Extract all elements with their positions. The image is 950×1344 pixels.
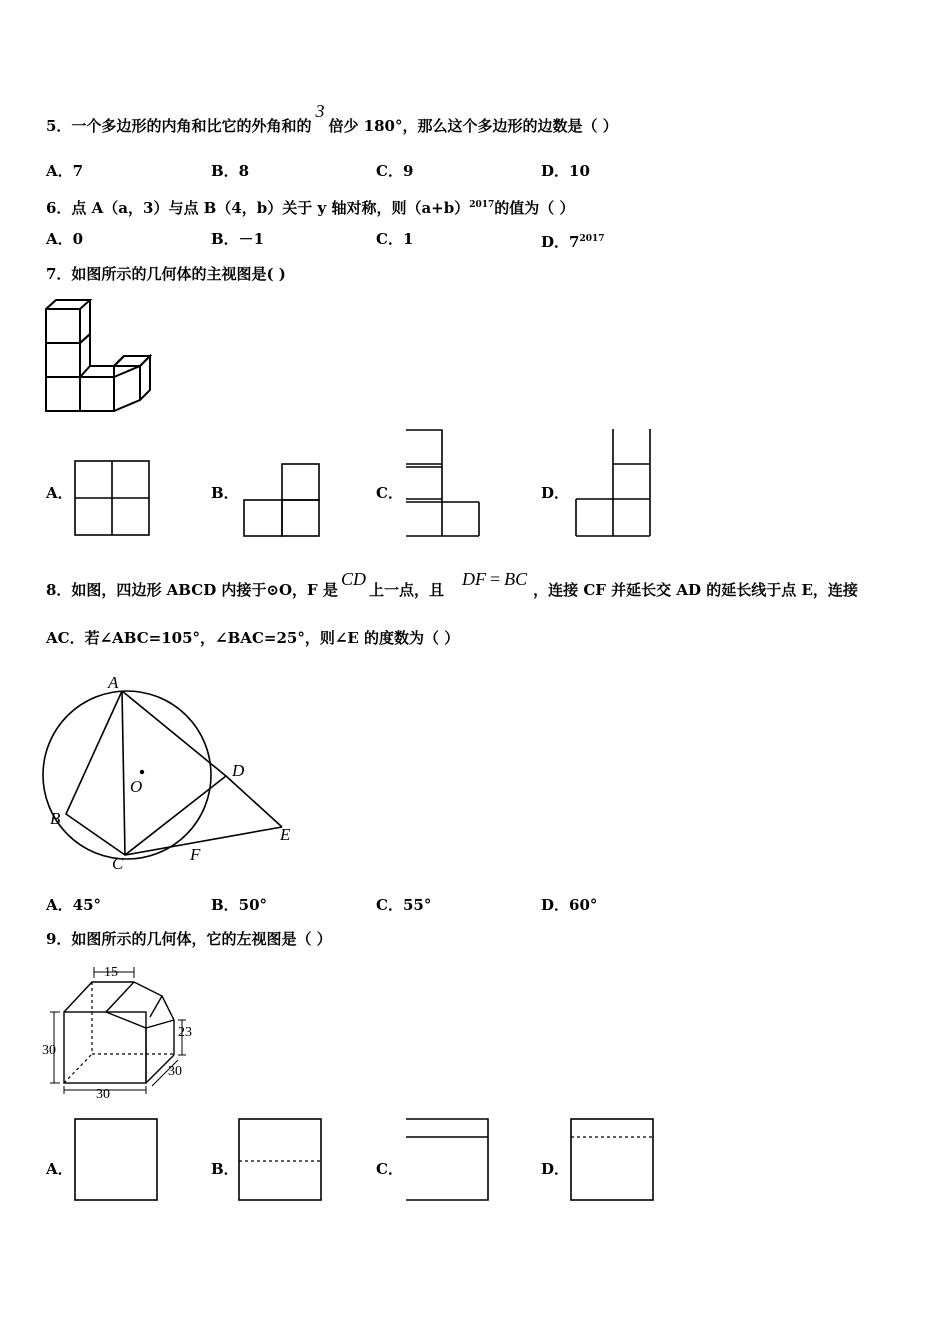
q6-option-d-base: D．7 <box>541 233 580 251</box>
q6-stem-part-b: 的值为（ ） <box>494 199 575 217</box>
q7-stem: 7．如图所示的几何体的主视图是( ) <box>46 265 286 283</box>
q9-option-d-label[interactable]: D． <box>541 1160 570 1178</box>
q6-stem-part-a: 6．点 A（a，3）与点 B（4，b）关于 y 轴对称，则（a+b） <box>46 199 470 217</box>
q8-stem-part-a: 8．如图，四边形 ABCD 内接于⊙O，F 是 <box>46 581 338 599</box>
q7-option-d-label[interactable]: D． <box>541 484 570 502</box>
q7-option-c-label[interactable]: C． <box>376 484 403 502</box>
q8-label-a: A <box>108 673 119 692</box>
q8-arc-df: DF <box>461 569 486 589</box>
q6-stem <box>46 196 575 217</box>
q8-option-b[interactable]: B．50° <box>211 896 268 914</box>
q5-stem-number: 3 <box>315 101 325 121</box>
q9-solid-figure <box>40 962 210 1102</box>
q7-option-b-label[interactable]: B． <box>211 484 239 502</box>
q9-dim-width: 30 <box>96 1087 110 1102</box>
q5-stem <box>46 101 618 135</box>
q5-option-c[interactable]: C．9 <box>376 162 414 180</box>
q9-dim-right-height: 23 <box>178 1025 192 1040</box>
q9-option-b-figure[interactable] <box>238 1118 324 1202</box>
q6-option-a[interactable]: A．0 <box>46 230 84 248</box>
q7-option-c-figure[interactable] <box>404 428 484 540</box>
q8-option-c[interactable]: C．55° <box>376 896 432 914</box>
q9-dim-left-height: 30 <box>42 1043 56 1058</box>
q9-dim-depth: 30 <box>168 1064 182 1079</box>
q8-arc-bc: BC <box>504 569 528 589</box>
q8-label-e: E <box>280 825 291 844</box>
q8-stem-part-b: 上一点，且 <box>368 581 444 599</box>
q7-option-a-label[interactable]: A． <box>46 484 73 502</box>
q8-circle-figure <box>44 672 304 872</box>
q8-label-b: B <box>50 809 61 828</box>
q6-stem-exponent: 2017 <box>469 200 495 210</box>
q7-option-a-figure[interactable] <box>74 460 152 538</box>
q5-option-b[interactable]: B．8 <box>211 162 250 180</box>
q8-option-d[interactable]: D．60° <box>541 896 598 914</box>
q8-label-o: O <box>130 777 143 796</box>
q8-label-c: C <box>112 854 124 873</box>
q8-arc-cd: CD <box>340 569 366 589</box>
q9-dim-top: 15 <box>104 965 118 980</box>
q8-equals: = <box>489 569 501 589</box>
q6-option-c[interactable]: C．1 <box>376 230 414 248</box>
q6-option-d-exponent: 2017 <box>579 234 605 244</box>
q9-option-c-figure[interactable] <box>404 1118 490 1202</box>
q9-option-b-label[interactable]: B． <box>211 1160 239 1178</box>
q6-option-b[interactable]: B．－1 <box>211 230 265 248</box>
q5-option-d[interactable]: D．10 <box>541 162 590 180</box>
q9-option-c-label[interactable]: C． <box>376 1160 403 1178</box>
q7-cube-figure <box>40 296 160 416</box>
q8-label-f: F <box>190 845 201 864</box>
q5-option-a[interactable]: A．7 <box>46 162 84 180</box>
q7-option-b-figure[interactable] <box>242 463 322 539</box>
q9-option-a-figure[interactable] <box>74 1118 160 1202</box>
q8-stem-line2: AC．若∠ABC=105°，∠BAC=25°，则∠E 的度数为（ ） <box>46 629 460 647</box>
q7-option-d-figure[interactable] <box>574 428 654 540</box>
q9-option-d-figure[interactable] <box>570 1118 656 1202</box>
q8-option-a[interactable]: A．45° <box>46 896 102 914</box>
q8-label-d: D <box>232 761 245 780</box>
q9-option-a-label[interactable]: A． <box>46 1160 73 1178</box>
q6-option-d[interactable] <box>541 230 605 251</box>
q8-stem-part-c: ，连接 CF 并延长交 AD 的延长线于点 E，连接 <box>533 581 858 599</box>
q8-stem-line1 <box>46 569 858 599</box>
q5-stem-part-a: 5．一个多边形的内角和比它的外角和的 <box>46 117 312 135</box>
q9-stem: 9．如图所示的几何体，它的左视图是（ ） <box>46 930 332 948</box>
q5-stem-part-b: 倍少 180°，那么这个多边形的边数是（ ） <box>328 117 618 135</box>
